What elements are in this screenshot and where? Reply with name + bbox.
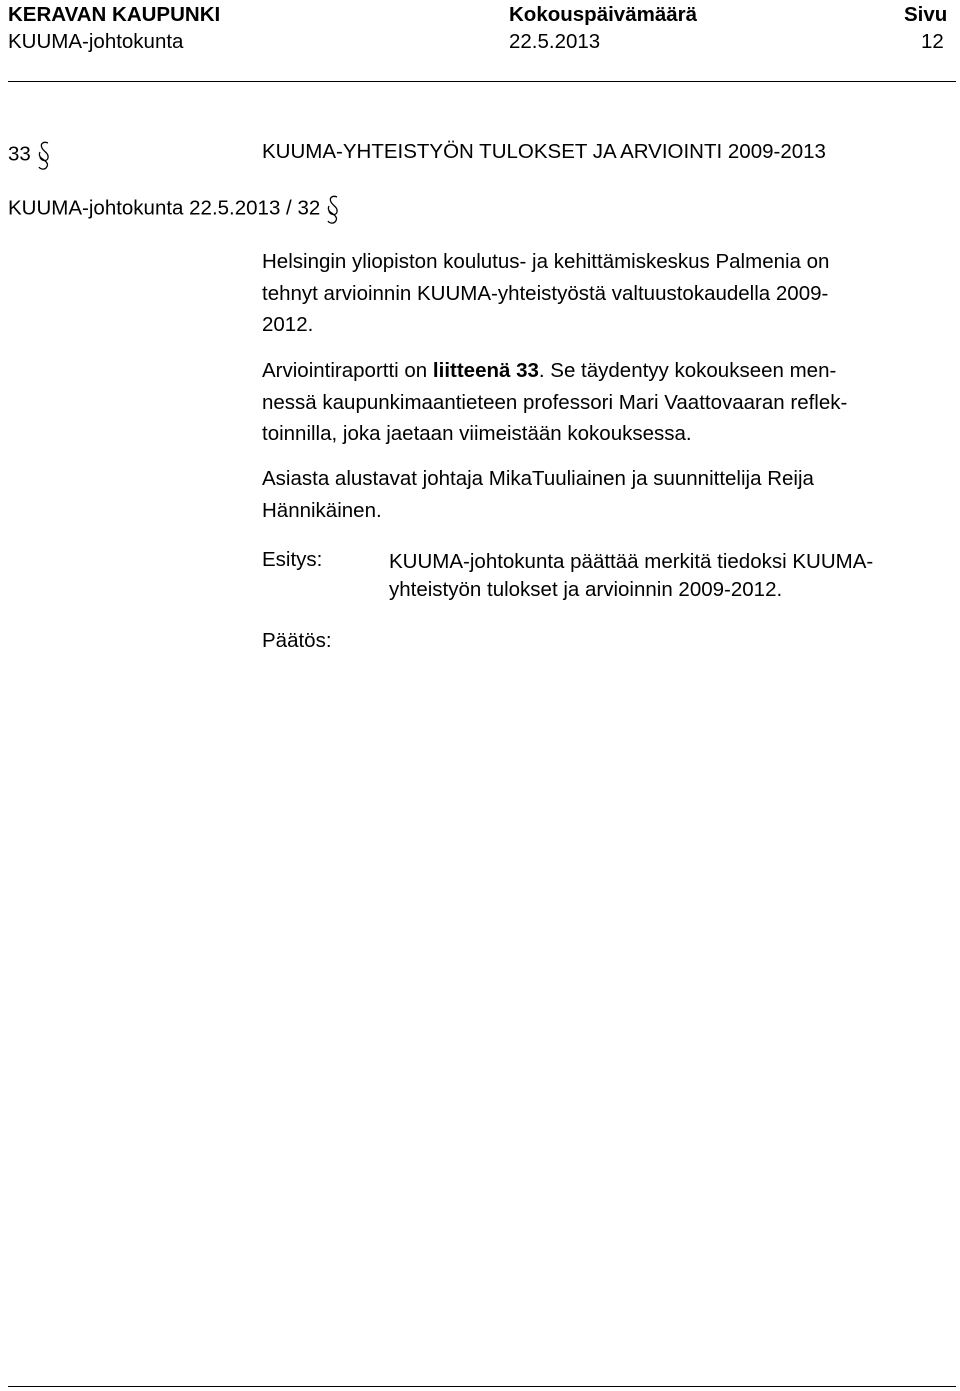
section-sign-icon bbox=[326, 194, 340, 224]
proposal-line: KUUMA-johtokunta päättää merkitä tiedoksi KUUMA- bbox=[389, 550, 874, 573]
proposal-text bbox=[389, 548, 873, 604]
item-number-line bbox=[8, 140, 51, 170]
contact-line: Hännikäinen. bbox=[262, 498, 382, 522]
intro-line: Helsingin yliopiston koulutus- ja kehittämiskeskus Palmenia on bbox=[262, 250, 830, 273]
header-body: KUUMA-johtokunta bbox=[8, 30, 184, 53]
header-date-label: Kokouspäivämäärä bbox=[509, 3, 698, 26]
attachment-line bbox=[262, 355, 952, 387]
attachment-line: toinnilla, joka jaetaan viimeistään kokouksessa. bbox=[262, 422, 692, 445]
item-reference: KUUMA-johtokunta 22.5.2013 / 32 bbox=[8, 196, 321, 220]
intro-line: tehnyt arvioinnin KUUMA-yhteistyöstä valtuustokaudella 2009- bbox=[262, 281, 829, 305]
header-divider bbox=[8, 81, 956, 82]
header-date: 22.5.2013 bbox=[509, 30, 601, 53]
intro-line: 2012. bbox=[262, 313, 314, 336]
decision-label: Päätös: bbox=[262, 629, 332, 652]
section-sign-icon bbox=[37, 140, 51, 170]
footer-divider bbox=[8, 1386, 956, 1387]
attachment-line: nessä kaupunkimaantieteen professori Mari Vaattovaaran reflek- bbox=[262, 390, 848, 414]
intro-paragraph bbox=[262, 246, 952, 341]
proposal-line: yhteistyön tulokset ja arvioinnin 2009-2012. bbox=[389, 578, 783, 601]
attachment-prefix: Arviointiraportti on bbox=[262, 359, 433, 382]
attachment-suffix: . Se täydentyy kokoukseen men- bbox=[538, 359, 837, 382]
contact-line: Asiasta alustavat johtaja MikaTuuliainen ja suunnittelija Reija bbox=[262, 467, 814, 490]
attachment-reference: liitteenä 33 bbox=[432, 359, 539, 382]
item-number: 33 bbox=[8, 142, 31, 166]
attachment-paragraph bbox=[262, 355, 952, 450]
item-reference-line bbox=[8, 194, 340, 224]
header-org: KERAVAN KAUPUNKI bbox=[8, 3, 221, 26]
proposal-label: Esitys: bbox=[262, 548, 323, 571]
header-page-number: 12 bbox=[921, 30, 944, 53]
header-page-label: Sivu bbox=[904, 3, 948, 26]
contact-paragraph bbox=[262, 463, 952, 526]
item-title: KUUMA-YHTEISTYÖN TULOKSET JA ARVIOINTI 2009-2013 bbox=[262, 140, 826, 163]
